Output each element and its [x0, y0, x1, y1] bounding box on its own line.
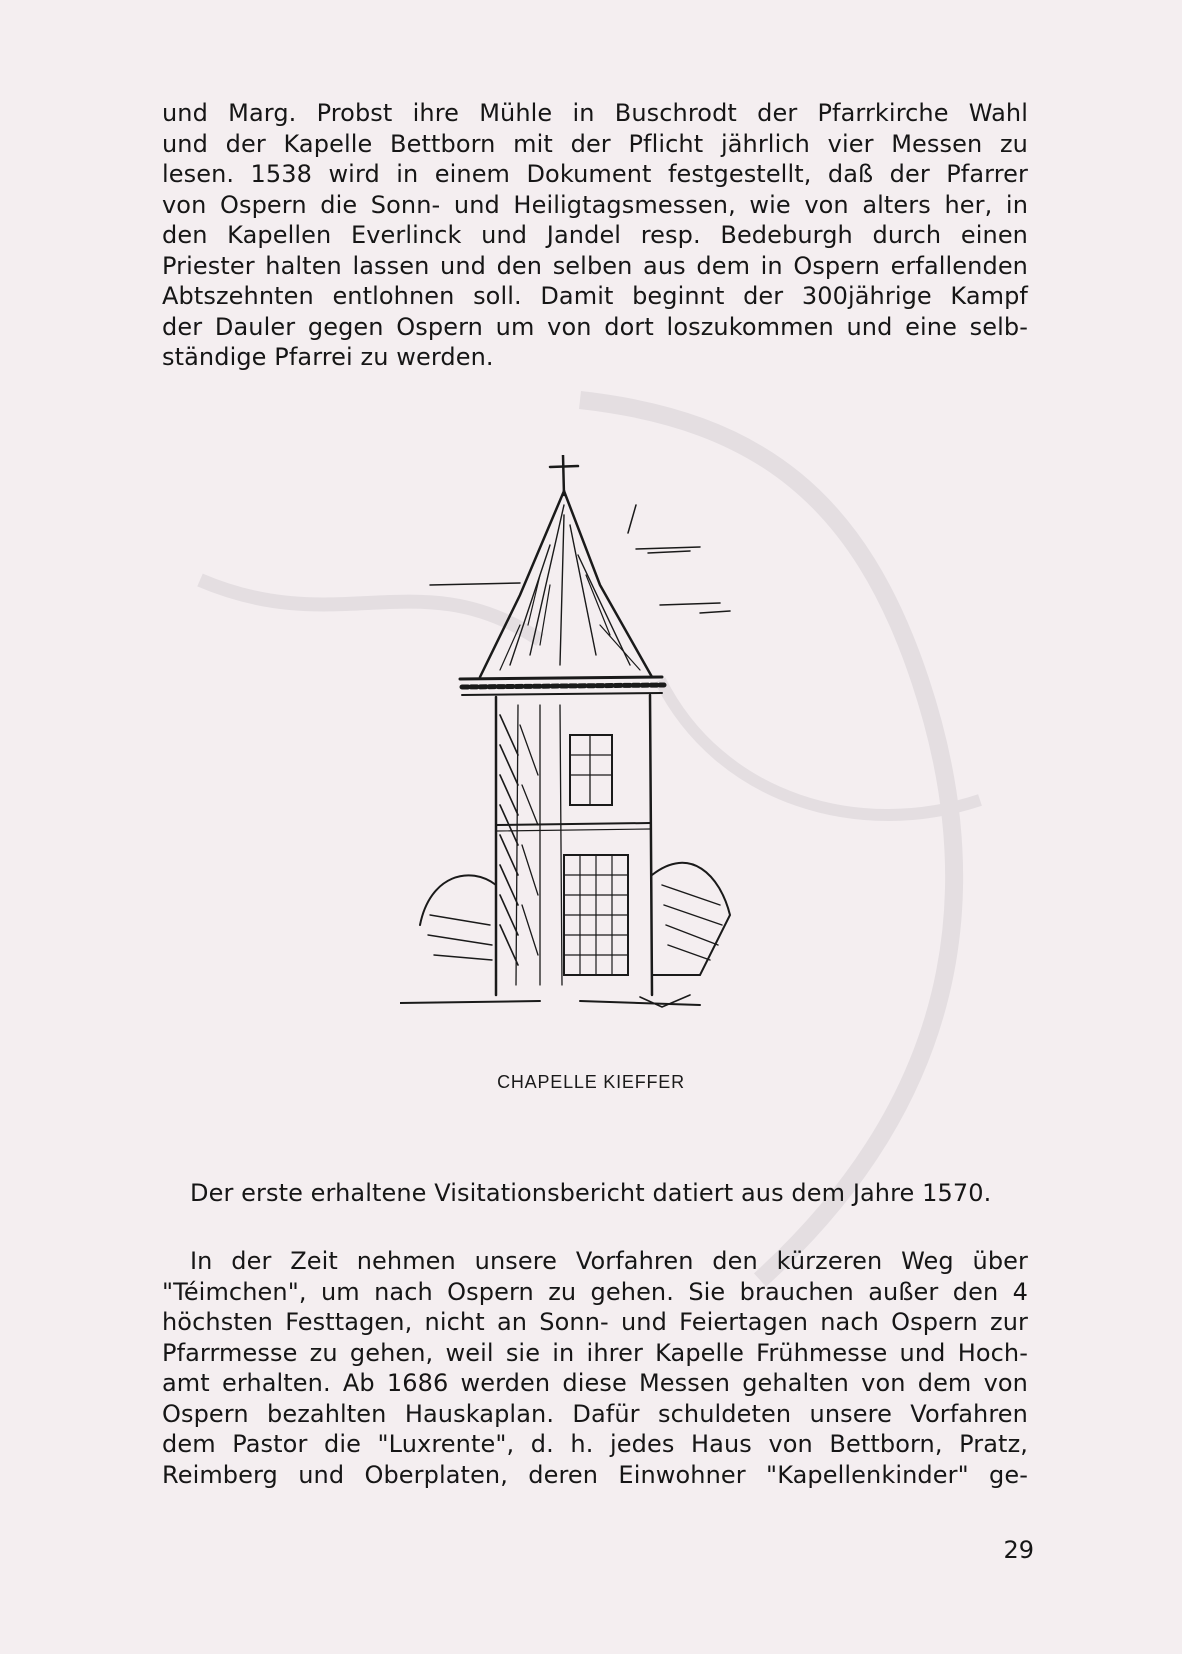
text-line: In der Zeit nehmen unsere Vorfahren den kürzeren Weg über: [190, 1247, 1028, 1275]
text-line: höchsten Festtagen, nicht an Sonn- und Feiertagen nach Ospern zur: [162, 1308, 1028, 1336]
text-line: Priester halten lassen und den selben aus dem in Ospern erfallenden: [162, 251, 1028, 280]
text-line: Reimberg und Oberplaten, deren Einwohner "Kapellenkinder" ge-: [162, 1460, 1028, 1489]
text-line: dem Pastor die "Luxrente", d. h. jedes Haus von Bettborn, Pratz,: [162, 1430, 1028, 1458]
paragraph-2: Der erste erhaltene Visitationsbericht datiert aus dem Jahre 1570.: [190, 1179, 992, 1207]
text-line: und Marg. Probst ihre Mühle in Buschrodt der Pfarrkirche Wahl: [162, 99, 1028, 127]
text-line: und der Kapelle Bettborn mit der Pflicht jährlich vier Messen zu: [162, 129, 1028, 158]
page-number: 29: [1003, 1536, 1034, 1564]
illustration-caption: CHAPELLE KIEFFER: [497, 1072, 685, 1092]
text-line: amt erhalten. Ab 1686 werden diese Messen gehalten von dem von: [162, 1369, 1028, 1397]
text-line: lesen. 1538 wird in einem Dokument festgestellt, daß der Pfarrer: [162, 160, 1028, 188]
text-line: "Téimchen", um nach Ospern zu gehen. Sie brauchen außer den 4: [162, 1277, 1028, 1306]
text-line: Ospern bezahlten Hauskaplan. Dafür schuldeten unsere Vorfahren: [162, 1399, 1028, 1428]
text-line: Abtszehnten entlohnen soll. Damit beginnt der 300jährige Kampf: [162, 282, 1028, 310]
paragraph-1: [162, 98, 1028, 373]
text-line: Pfarrmesse zu gehen, weil sie in ihrer Kapelle Frühmesse und Hoch-: [162, 1338, 1028, 1367]
text-line: der Dauler gegen Ospern um von dort loszukommen und eine selb-: [162, 312, 1028, 341]
paragraph-3: [162, 1246, 1028, 1490]
text-line: ständige Pfarrei zu werden.: [162, 343, 494, 371]
chapel-sketch-illustration: [400, 455, 740, 1035]
text-line: den Kapellen Everlinck und Jandel resp. Bedeburgh durch einen: [162, 221, 1028, 249]
text-line: von Ospern die Sonn- und Heiligtagsmessen, wie von alters her, in: [162, 190, 1028, 219]
